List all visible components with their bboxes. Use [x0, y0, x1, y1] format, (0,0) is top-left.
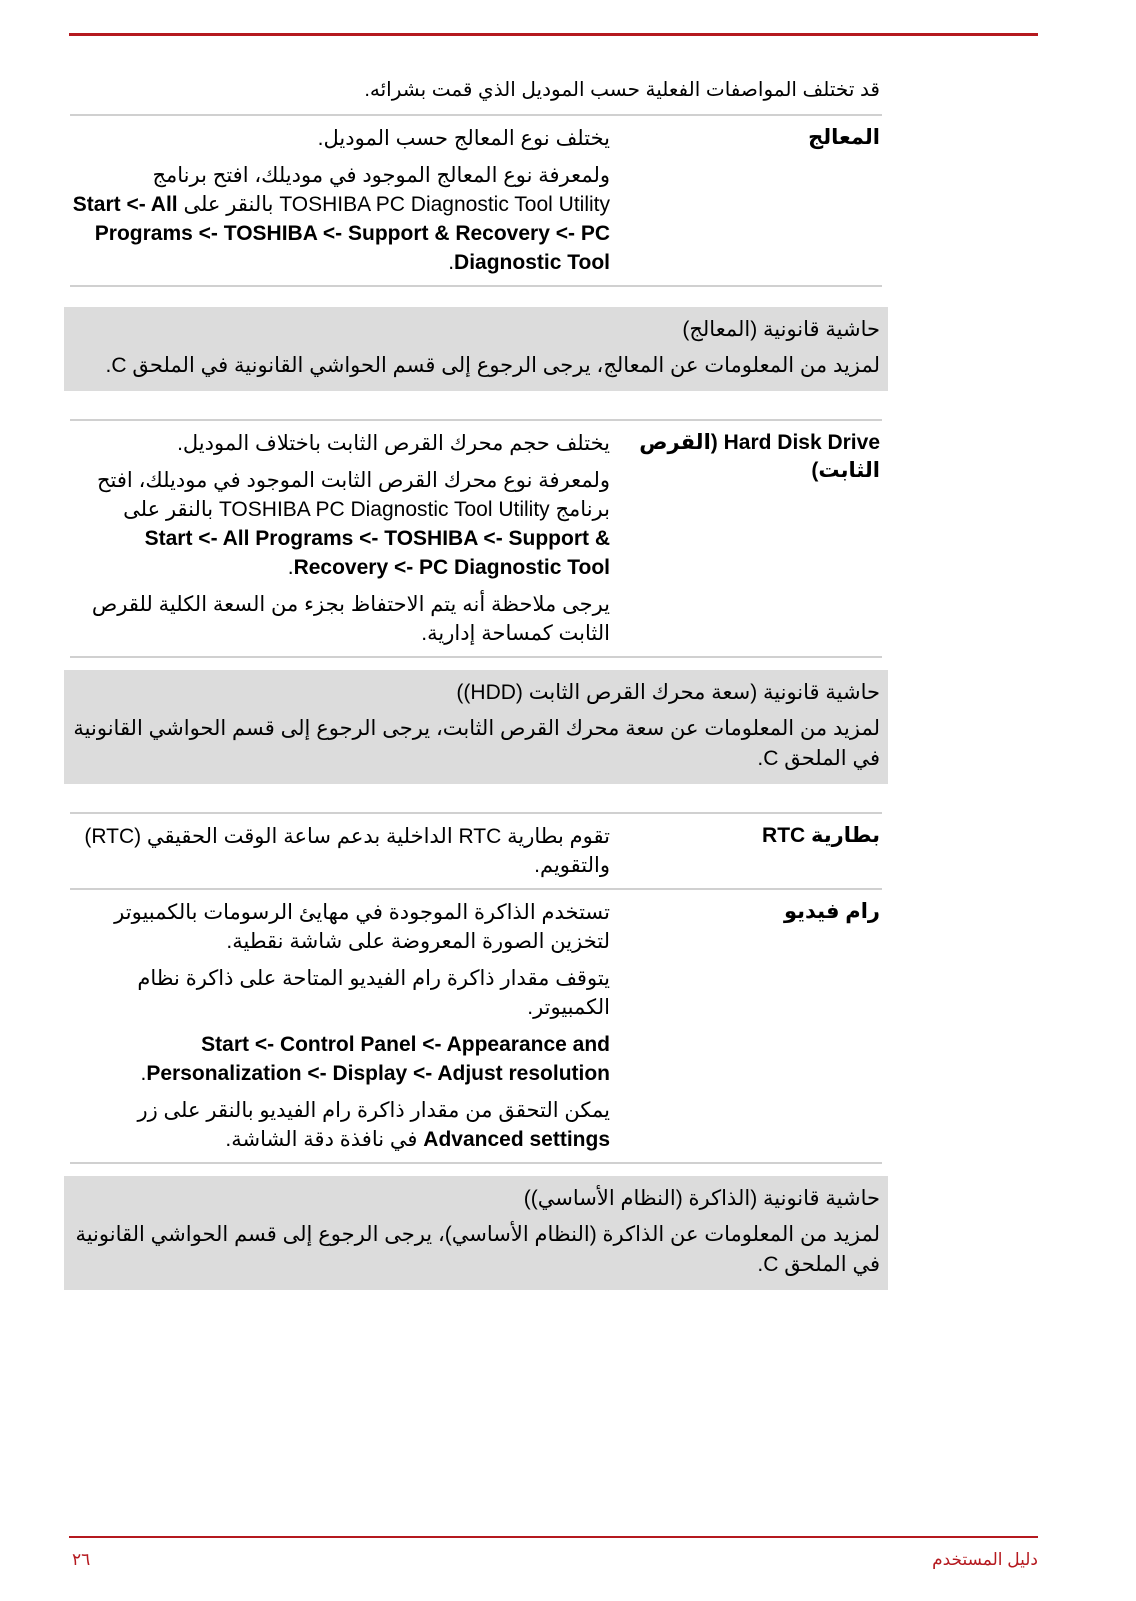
- spec-paragraph: يختلف نوع المعالج حسب الموديل.: [317, 127, 610, 150]
- spec-paragraph: [70, 1030, 610, 1088]
- spec-term: رام فيديو: [783, 900, 880, 923]
- spec-row-rtc: [64, 814, 888, 888]
- spec-paragraph: [70, 466, 610, 582]
- note-body: لمزيد من المعلومات عن سعة محرك القرص الثابت، يرجى الرجوع إلى قسم الحواشي القانونية في الملحق C.: [73, 717, 880, 770]
- note-body: لمزيد من المعلومات عن المعالج، يرجى الرجوع إلى قسم الحواشي القانونية في الملحق C.: [105, 354, 880, 377]
- spec-paragraph: [70, 161, 610, 277]
- spec-description: [70, 822, 620, 888]
- page-content: [64, 76, 888, 1290]
- legal-note-hdd: [64, 670, 888, 784]
- spec-description: [70, 898, 620, 1162]
- page-number: ٢٦: [72, 1550, 91, 1569]
- intro-text: قد تختلف المواصفات الفعلية حسب الموديل الذي قمت بشرائه.: [364, 79, 880, 101]
- legal-note-memory: [64, 1176, 888, 1290]
- spec-row-hdd: [64, 421, 888, 656]
- note-title: حاشية قانونية (المعالج): [682, 318, 880, 341]
- spec-paragraph: يختلف حجم محرك القرص الثابت باختلاف الموديل.: [177, 432, 610, 455]
- spec-description: [70, 429, 620, 656]
- header-rule: [69, 33, 1038, 36]
- footer-title: دليل المستخدم: [932, 1550, 1038, 1569]
- spec-term: المعالج: [808, 126, 880, 149]
- spec-description: [70, 124, 620, 285]
- text-span: ولمعرفة نوع المعالج الموجود في موديلك، افتح برنامج TOSHIBA PC Diagnostic Tool Utility بالنقر على: [152, 164, 610, 216]
- spec-paragraph: يرجى ملاحظة أنه يتم الاحتفاظ بجزء من السعة الكلية للقرص الثابت كمساحة إدارية.: [91, 593, 610, 645]
- spec-row-processor: [64, 116, 888, 285]
- footer-rule: [69, 1536, 1038, 1538]
- text-span: في نافذة دقة الشاشة.: [225, 1128, 424, 1151]
- menu-path: Start <- All Programs <- TOSHIBA <- Support & Recovery <- PC Diagnostic Tool: [72, 193, 610, 274]
- button-name: Advanced settings: [423, 1128, 610, 1151]
- spec-row-video-ram: [64, 890, 888, 1162]
- text-span: .: [287, 556, 294, 579]
- text-span: .: [140, 1062, 147, 1085]
- menu-path: Start <- Control Panel <- Appearance and Personalization <- Display <- Adjust resolution: [146, 1033, 610, 1085]
- menu-path: Start <- All Programs <- TOSHIBA <- Support & Recovery <- PC Diagnostic Tool: [144, 527, 610, 579]
- spec-term: بطارية RTC: [762, 824, 880, 847]
- text-span: ولمعرفة نوع محرك القرص الثابت الموجود في موديلك، افتح برنامج TOSHIBA PC Diagnostic Tool Utility بالنقر على: [97, 469, 610, 521]
- text-span: يمكن التحقق من مقدار ذاكرة رام الفيديو بالنقر على زر: [137, 1099, 610, 1122]
- note-body: لمزيد من المعلومات عن الذاكرة (النظام الأساسي)، يرجى الرجوع إلى قسم الحواشي القانونية في الملحق C.: [75, 1223, 880, 1276]
- spec-paragraph: [70, 1096, 610, 1154]
- note-title: حاشية قانونية (الذاكرة (النظام الأساسي)): [523, 1187, 880, 1210]
- text-span: .: [448, 251, 455, 274]
- spec-paragraph: تقوم بطارية RTC الداخلية بدعم ساعة الوقت الحقيقي (RTC) والتقويم.: [84, 825, 610, 877]
- note-title: حاشية قانونية (سعة محرك القرص الثابت (HDD)): [456, 681, 880, 704]
- spec-paragraph: تستخدم الذاكرة الموجودة في مهايئ الرسومات بالكمبيوتر لتخزين الصورة المعروضة على شاشة نقطية.: [114, 901, 610, 953]
- legal-note-processor: [64, 307, 888, 391]
- spec-paragraph: يتوقف مقدار ذاكرة رام الفيديو المتاحة على ذاكرة نظام الكمبيوتر.: [137, 967, 610, 1019]
- spec-term: Hard Disk Drive (القرص الثابت): [639, 431, 880, 482]
